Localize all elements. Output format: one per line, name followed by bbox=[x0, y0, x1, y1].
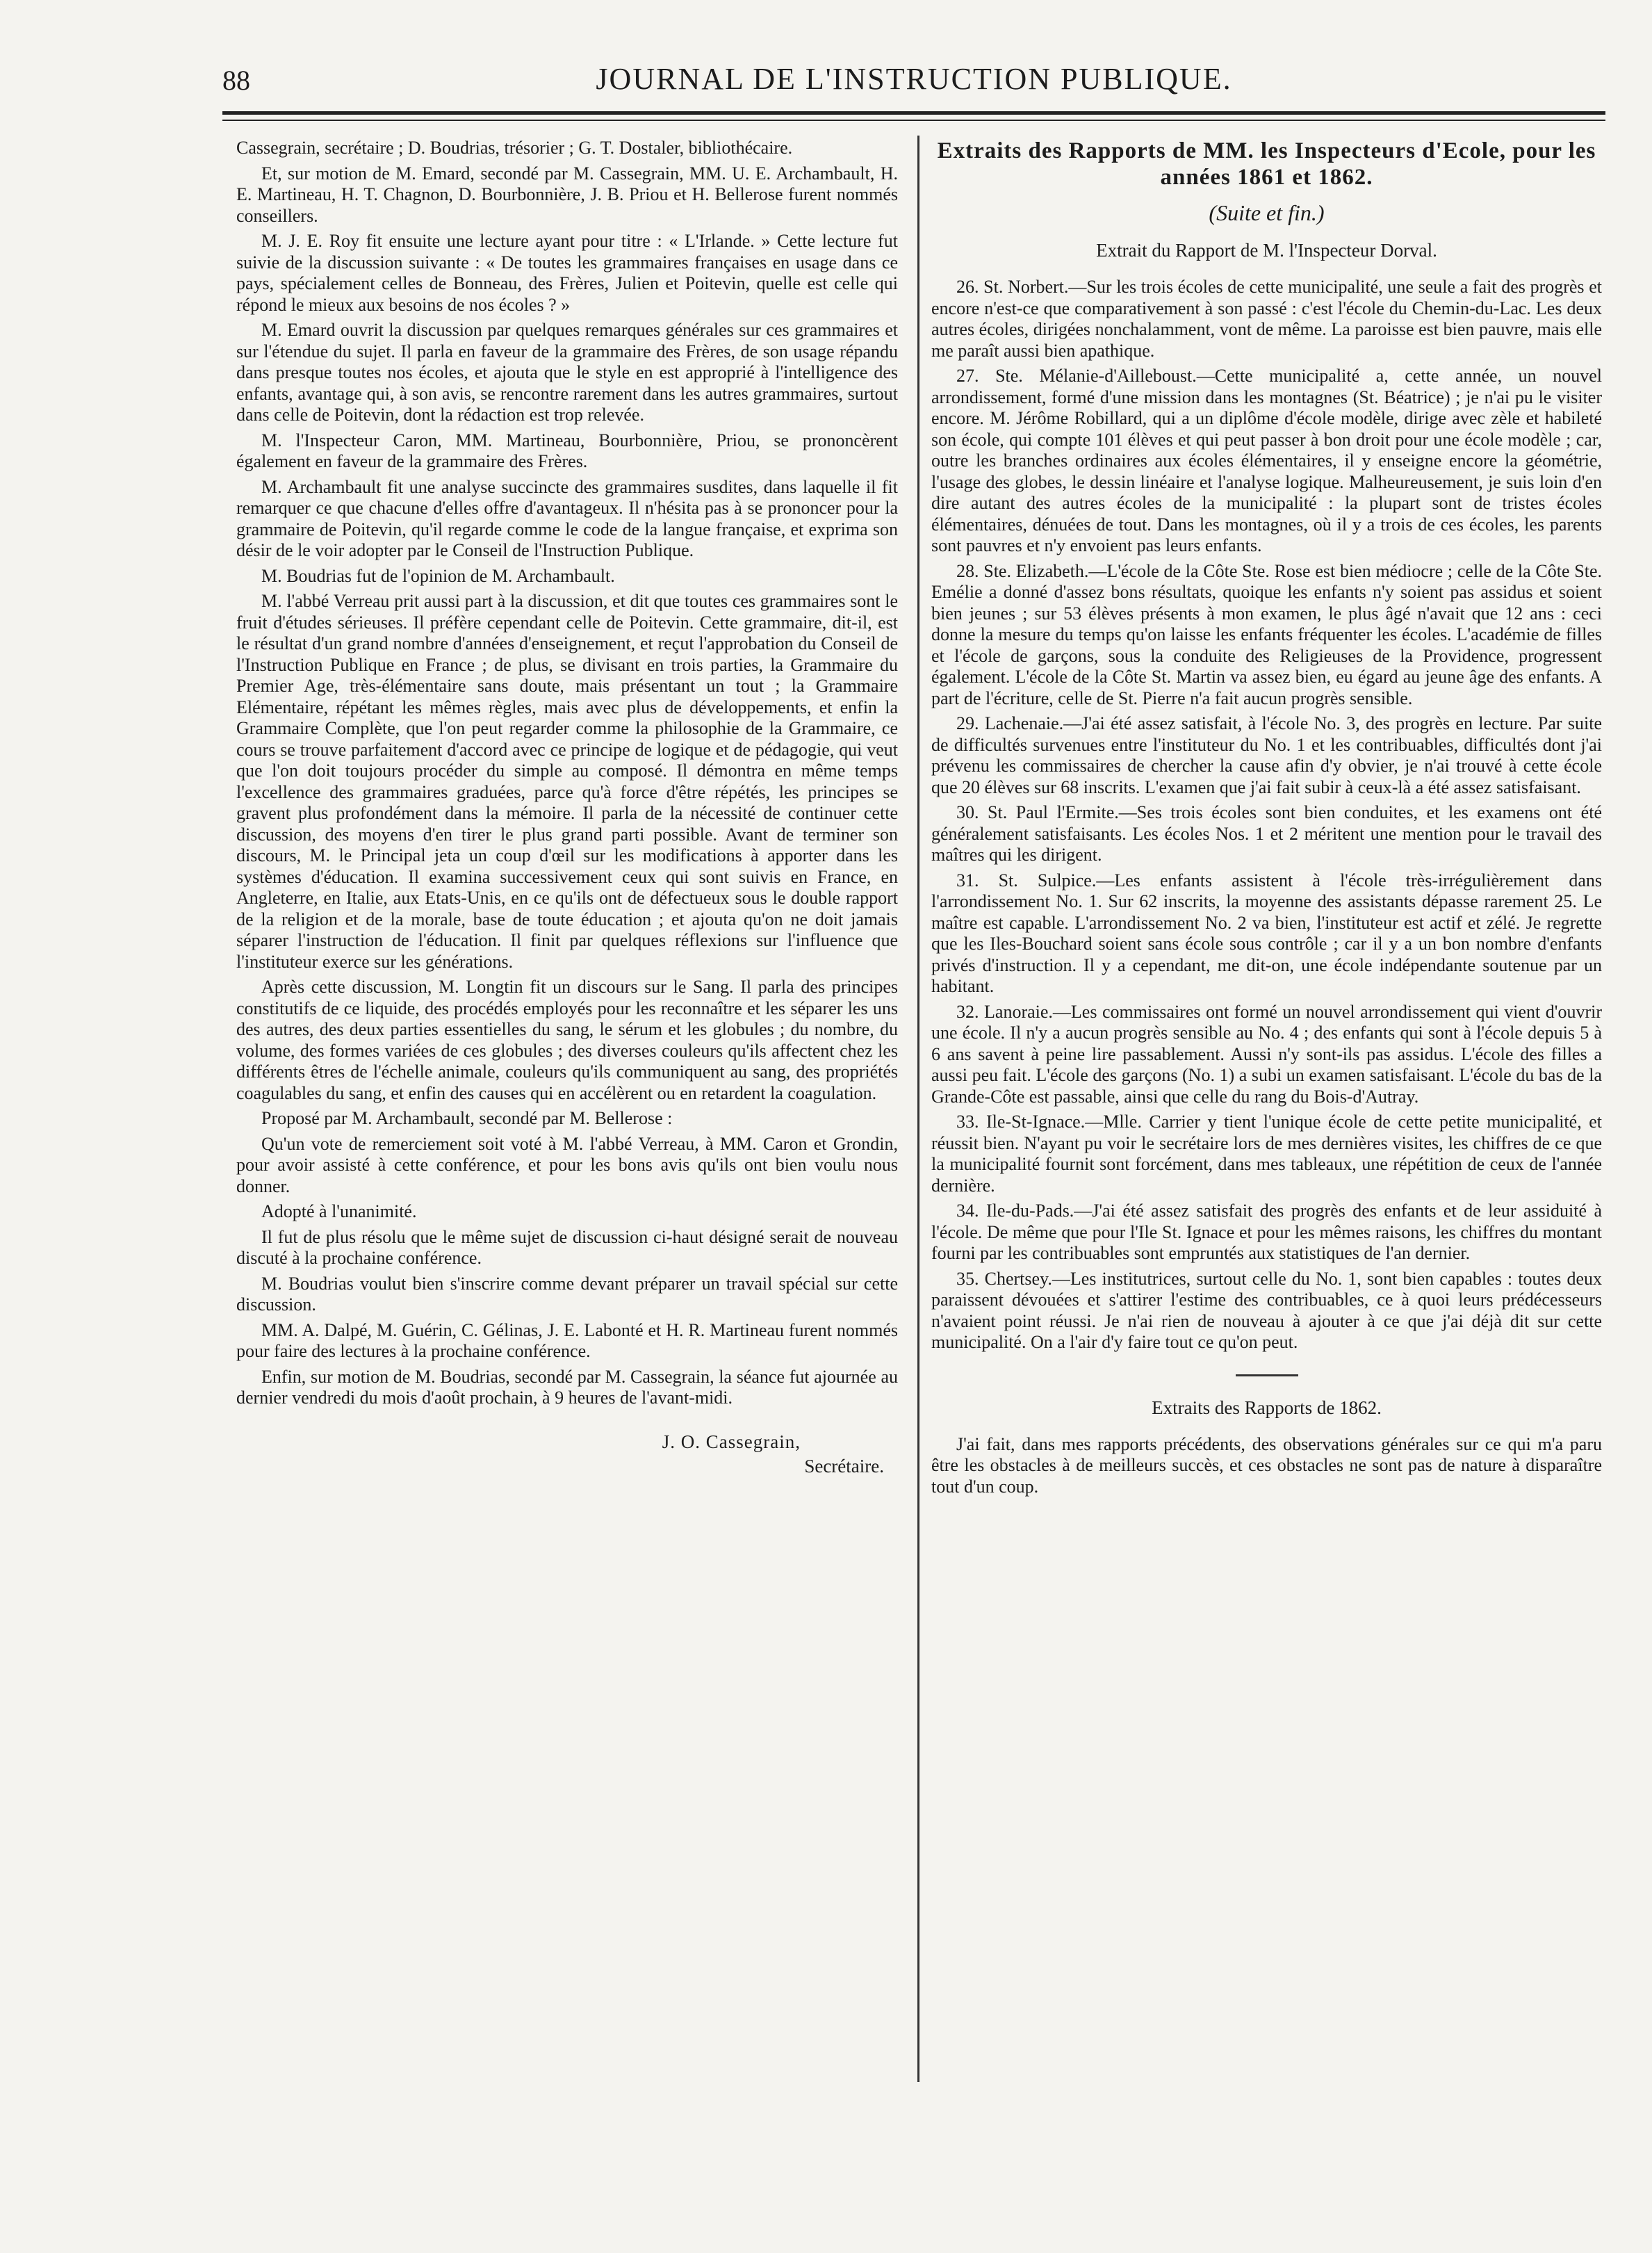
signature-name: J. O. Cassegrain, bbox=[662, 1431, 801, 1452]
section-title: Extraits des Rapports de MM. les Inspecteurs d'Ecole, pour les années 1861 et 1862. bbox=[937, 138, 1596, 190]
paragraph: M. Emard ouvrit la discussion par quelques remarques générales sur ces grammaires et sur l'étendue du sujet. Il parla en faveur de la grammaire des Frères, de son usage répandu dans presque toutes nos écoles, et ajouta que le style en est approprié à l'intelligence des enfants, avantage qui, à son avis, se rencontre rarement dans les autres grammaires, surtout dans celle de Poitevin, dont la rédaction est trop relevée. bbox=[236, 320, 898, 425]
journal-title: JOURNAL DE L'INSTRUCTION PUBLIQUE. bbox=[596, 62, 1232, 96]
header-rule-thick bbox=[222, 111, 1605, 115]
report-entry: 29. Lachenaie.—J'ai été assez satisfait, à l'école No. 3, des progrès en lecture. Par suite de difficultés survenues entre l'instituteur du No. 1 et les contribuables, difficultés dont j'ai prévenu les commissaires de chercher la cause afin d'y obvier, je n'ai trouvé à cette école que 20 élèves sur 68 inscrits. L'examen que j'ai fait subir à ceux-là a été assez satisfaisant. bbox=[931, 713, 1602, 797]
paragraph: Adopté à l'unanimité. bbox=[261, 1201, 417, 1221]
section-subtitle: (Suite et fin.) bbox=[1209, 200, 1325, 225]
paragraph: M. Boudrias voulut bien s'inscrire comme devant préparer un travail spécial sur cette discussion. bbox=[236, 1273, 898, 1315]
report-entry: 28. Ste. Elizabeth.—L'école de la Côte Ste. Rose est bien médiocre ; celle de la Côte Ste. Emélie a donné d'assez bons résultats, quoique les enfants n'y soient pas assidus et soient bien jeunes ; sur 53 élèves présents à mon examen, le plus âgé n'avait que 12 ans : ceci donne la mesure du temps qu'on laisse les enfants fréquenter les écoles. L'académie de filles et l'école de garçons, sous la conduite des Religieuses de la Providence, progressent également. L'école de la Côte St. Martin va assez bien, eu égard au jeune âge des enfants. A part de l'écriture, celle de St. Pierre n'a fait aucun progrès sensible. bbox=[931, 560, 1602, 708]
paragraph: Cassegrain, secrétaire ; D. Boudrias, trésorier ; G. T. Dostaler, bibliothécaire. bbox=[236, 138, 793, 158]
section-divider bbox=[1236, 1374, 1298, 1376]
extract-heading: Extrait du Rapport de M. l'Inspecteur Dorval. bbox=[1096, 240, 1437, 261]
column-separator bbox=[917, 136, 919, 2082]
extract-heading-1862: Extraits des Rapports de 1862. bbox=[1152, 1397, 1382, 1418]
paragraph: M. l'abbé Verreau prit aussi part à la discussion, et dit que toutes ces grammaires sont le fruit d'études sérieuses. Il préfère cependant celle de Poitevin. Cette grammaire, dit-il, est le résultat d'un grand nombre d'années d'enseignement, et reçut l'approbation du Conseil de l'Instruction Publique en France ; de plus, se divisant en trois parties, la Grammaire du Premier Age, très-élémentaire sans doute, mais présentant un tout ; la Grammaire Elémentaire, répétant les mêmes règles, mais avec plus de développements, et enfin la Grammaire Complète, que l'on peut regarder comme la philosophie de la Grammaire, ce cours se trouve parfaitement d'accord avec ce principe de logique et de pédagogie, qui veut que l'on doit toujours procéder du simple au composé. Il démontra en même temps l'excellence des grammaires graduées, parce qu'à force d'être répétés, les principes se gravent plus profondément dans la mémoire. Il parla de la nécessité de continuer cette discussion, des moyens d'en tirer le plus grand parti possible. Avant de terminer son discours, M. le Principal jeta un coup d'œil sur les modifications à apporter dans les systèmes d'éducation. Il examina successivement ceux qui sont suivis en France, en Angleterre, en Italie, aux Etats-Unis, en ce qu'ils ont de défectueux sous le double rapport de la religion et de la morale, base de toute éducation ; et ajouta qu'on ne doit jamais séparer l'instruction de l'éducation. Il finit par quelques réflexions sur l'influence que l'instituteur exerce sur les générations. bbox=[236, 591, 898, 972]
paragraph: M. Archambault fit une analyse succincte des grammaires susdites, dans laquelle il fit remarquer ce que chacune d'elles offre d'avantageux. Il n'hésita pas à se prononcer pour la grammaire de Poitevin, qu'il regarde comme le code de la langue française, et exprima son désir de le voir adopter par le Conseil de l'Instruction Publique. bbox=[236, 476, 898, 560]
paragraph: Proposé par M. Archambault, secondé par M. Bellerose : bbox=[261, 1108, 673, 1128]
paragraph: Et, sur motion de M. Emard, secondé par M. Cassegrain, MM. U. E. Archambault, H. E. Martineau, H. T. Chagnon, D. Bourbonnière, J. B. Priou et H. Bellerose furent nommés conseillers. bbox=[236, 163, 898, 226]
paragraph: M. l'Inspecteur Caron, MM. Martineau, Bourbonnière, Priou, se prononcèrent également en faveur de la grammaire des Frères. bbox=[236, 430, 898, 471]
report-entry: 31. St. Sulpice.—Les enfants assistent à l'école très-irrégulièrement dans l'arrondissement No. 1. Sur 62 inscrits, la moyenne des assistants dépasse rarement 25. Le maître est capable. L'arrondissement No. 2 va bien, l'instituteur est actif et zélé. Je regrette que les Iles-Bouchard soient sans école sous contrôle ; car il y a un bon nombre d'enfants privés d'instruction. Il y a cependant, me dit-on, une école indépendante soutenue par un habitant. bbox=[931, 870, 1602, 996]
paragraph: Enfin, sur motion de M. Boudrias, secondé par M. Cassegrain, la séance fut ajournée au dernier vendredi du mois d'août prochain, à 9 heures de l'avant-midi. bbox=[236, 1366, 898, 1408]
report-entry: 34. Ile-du-Pads.—J'ai été assez satisfait des progrès des enfants et de leur assiduité à l'école. De même que pour l'Ile St. Ignace et pour les mêmes raisons, les chiffres du montant fourni par les contribuables sont empruntés aux statistiques de l'an dernier. bbox=[931, 1201, 1602, 1263]
paragraph: Après cette discussion, M. Longtin fit un discours sur le Sang. Il parla des principes constitutifs de ce liquide, des procédés employés pour les reconnaître et les séparer les uns des autres, des deux parties essentielles du sang, le sérum et les globules ; du nombre, du volume, des formes variées de ces globules ; des diverses couleurs qu'ils affectent chez les différents êtres de l'échelle animale, couleurs qu'ils communiquent au sang, des propriétés coagulables du sang, et enfin des causes qui en accélèrent ou en retardent la coagulation. bbox=[236, 977, 898, 1103]
report-entry: 26. St. Norbert.—Sur les trois écoles de cette municipalité, une seule a fait des progrès et encore n'est-ce que comparativement à son passé : c'est l'école du Chemin-du-Lac. Les deux autres écoles, dirigées nonchalamment, vont de même. La paroisse est bien pauvre, mais elle me paraît aussi bien apathique. bbox=[931, 277, 1602, 361]
header-rule-thin bbox=[222, 120, 1605, 121]
report-entry: 30. St. Paul l'Ermite.—Ses trois écoles sont bien conduites, et les examens ont été généralement satisfaisants. Les écoles Nos. 1 et 2 méritent une mention pour le travail des maîtres qui les dirigent. bbox=[931, 802, 1602, 865]
left-column bbox=[236, 138, 898, 1477]
report-entry: 32. Lanoraie.—Les commissaires ont formé un nouvel arrondissement qui vient d'ouvrir une école. Il n'y a aucun progrès sensible au No. 4 ; des enfants qui sont à l'école depuis 5 à 6 ans savent à peine lire passablement. Aussi n'y sont-ils pas assidus. L'école des filles a aussi peu fait. L'école des garçons (No. 1) a subi un examen satisfaisant. L'école du bas de la Grande-Côte est passable, ainsi que celle du rang du Bois-d'Autray. bbox=[931, 1001, 1602, 1107]
page-number: 88 bbox=[222, 65, 250, 96]
page-header bbox=[222, 57, 1605, 106]
report-entry: 33. Ile-St-Ignace.—Mlle. Carrier y tient l'unique école de cette petite municipalité, et réussit bien. N'ayant pu voir le secrétaire lors de mes dernières visites, les chiffres de ce que la municipalité fournit sont forcément, dans mes tableaux, une répétition de ceux de l'année dernière. bbox=[931, 1112, 1602, 1196]
report-entry: J'ai fait, dans mes rapports précédents, des observations générales sur ce qui m'a paru être les obstacles à de meilleurs succès, et ces obstacles ne sont pas de nature à disparaître tout d'un coup. bbox=[931, 1433, 1602, 1497]
paragraph: M. Boudrias fut de l'opinion de M. Archambault. bbox=[261, 565, 615, 586]
right-column bbox=[931, 138, 1602, 1502]
signature-role: Secrétaire. bbox=[804, 1455, 884, 1477]
report-entry: 27. Ste. Mélanie-d'Ailleboust.—Cette municipalité a, cette année, un nouvel arrondissement, formé d'une mission dans les montagnes (St. Béatrice) ; je n'ai pu le visiter encore. M. Jérôme Robillard, qui a un diplôme d'école modèle, dirige avec zèle et habileté son école, qui compte 101 élèves et qui peut passer à bon droit pour une école modèle ; car, outre les branches ordinaires aux écoles élémentaires, il y enseigne encore la géométrie, l'usage des globes, le dessin linéaire et l'analyse logique. Malheureusement, je suis loin d'en dire autant des autres écoles de la municipalité : la plupart sont de tristes écoles élémentaires, dénuées de tout. Dans les montagnes, où il y a trois de ces écoles, les parents sont pauvres et n'y envoient pas leurs enfants. bbox=[931, 366, 1602, 555]
paragraph: Qu'un vote de remerciement soit voté à M. l'abbé Verreau, à MM. Caron et Grondin, pour avoir assisté à cette conférence, et pour les bons avis qu'ils ont bien voulu nous donner. bbox=[236, 1133, 898, 1196]
report-entry: 35. Chertsey.—Les institutrices, surtout celle du No. 1, sont bien capables : toutes deux paraissent dévouées et s'attirer l'estime des contribuables, ce à quoi leurs prédécesseurs n'avaient point réussi. Je n'ai rien de nouveau à ajouter à ce que j'ai déjà dit sur cette municipalité. On a l'air d'y faire tout ce qu'on peut. bbox=[931, 1268, 1602, 1352]
paragraph: Il fut de plus résolu que le même sujet de discussion ci-haut désigné serait de nouveau discuté à la prochaine conférence. bbox=[236, 1226, 898, 1268]
paragraph: M. J. E. Roy fit ensuite une lecture ayant pour titre : « L'Irlande. » Cette lecture fut suivie de la discussion suivante : « De toutes les grammaires françaises en usage dans ce pays, spécialement celles de Bonneau, des Frères, Julien et Poitevin, quelle est celle qui répond le mieux aux besoins de nos écoles ? » bbox=[236, 231, 898, 315]
paragraph: MM. A. Dalpé, M. Guérin, C. Gélinas, J. E. Labonté et H. R. Martineau furent nommés pour faire des lectures à la prochaine conférence. bbox=[236, 1319, 898, 1361]
